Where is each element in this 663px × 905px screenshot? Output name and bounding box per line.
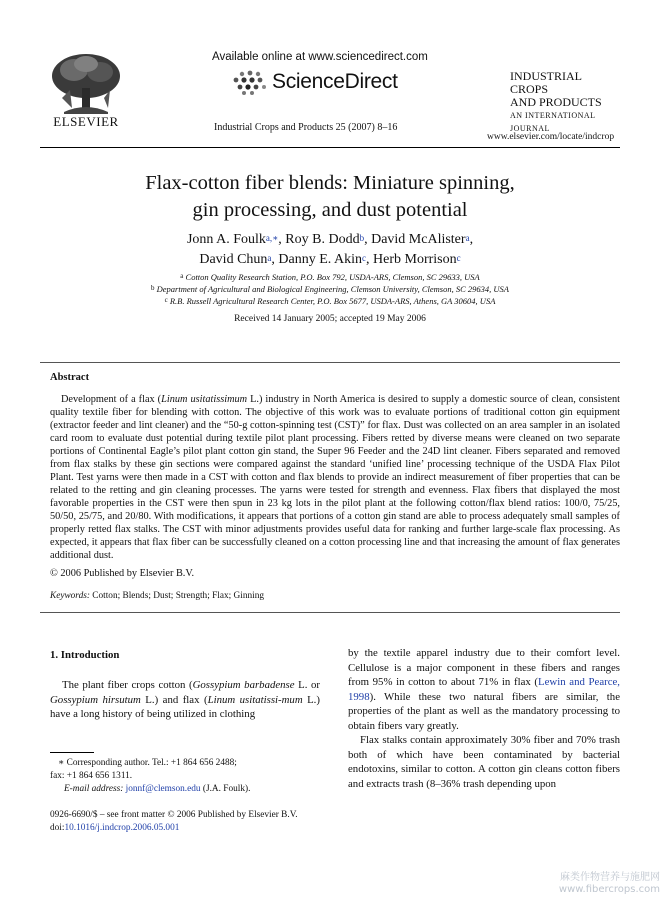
affiliation-item xyxy=(40,295,620,307)
abstract-top-divider xyxy=(40,362,620,363)
species-name: Linum usitatissi-mum xyxy=(207,693,303,706)
corresponding-author: ∗ Corresponding author. Tel.: +1 864 656 2488; xyxy=(58,758,237,768)
affiliation-text: Department of Agricultural and Biological Engineering, Clemson University, Clemson, SC 29634, USA xyxy=(156,284,509,294)
species-name: Gossypium barbadense xyxy=(192,679,295,691)
site-watermark xyxy=(470,872,660,896)
doi-link[interactable]: 10.1016/j.indcrop.2006.05.001 xyxy=(64,823,180,833)
journal-url[interactable]: www.elsevier.com/locate/indcrop xyxy=(487,132,615,142)
keywords-line xyxy=(50,591,264,601)
doi-line xyxy=(50,822,298,835)
author-sep: , xyxy=(271,252,279,267)
header-divider xyxy=(40,147,620,148)
footnote-rule xyxy=(50,752,94,753)
author-affil-mark[interactable]: a,∗ xyxy=(265,233,279,243)
publisher-name: ELSEVIER xyxy=(53,114,119,129)
body-text: L.) have a long history of being utilized in clothing xyxy=(50,693,320,720)
email-line xyxy=(50,783,320,796)
affiliation-item xyxy=(40,283,620,295)
sciencedirect-wordmark: ScienceDirect xyxy=(272,70,398,93)
email-link[interactable]: jonnf@clemson.edu xyxy=(125,784,201,794)
left-column-text xyxy=(50,678,320,722)
author-affil-mark[interactable]: c xyxy=(456,253,461,263)
journal-title-block xyxy=(510,70,620,135)
affiliation-mark: b xyxy=(151,284,155,292)
fax-line: fax: +1 864 656 1311. xyxy=(50,771,133,781)
title-line-1: Flax-cotton fiber blends: Miniature spinning, xyxy=(145,172,515,194)
issn-line: 0926-6690/$ – see front matter © 2006 Published by Elsevier B.V. xyxy=(50,810,298,820)
body-text: L.) and flax ( xyxy=(140,693,208,706)
author-sep: , xyxy=(278,232,286,247)
affiliation-text: Cotton Quality Research Station, P.O. Box 792, USDA-ARS, Clemson, SC 29633, USA xyxy=(185,272,480,282)
abstract-text: L.) industry in North America is desired to supply a domestic source of clean, consistent quality textile fiber for blending with cotton. The objective of this work was to evaluate portions of traditional cotton gin equipment (extractor feeder and lint cleaner) and the “50-g cotton-spinning test (CST)” for flax. Dust was collected on an area sampler in an isolated card room to evaluate dust potential during textile pilot plant processing. Fibers retted by diverse means were cleaned on two separate portions of Continental Eagle’s pilot plant cotton gin stand, the Super 96 Feeder and the 24D lint cleaner. Fibers separated and removed from flax stalks by these gin sections were compared against the standard ‘unified line’ processing technique of the USDA Flax Pilot Plant. Test yarns were then made in a CST with cotton and flax blends to provide an indirect measurement of fiber properties that can be related to the retting and gin cleaning processes. The yarns were tested for strength and evenness. Flax fibers that displayed the most favorable properties in the CST were then spun in 23 kg lots in the pilot plant at the following cotton/flax blend ratios: 100/0, 75/25, 50/50, 25/75, and 20/80. With modifications, it appears that portions of a cotton gin stand are able to process adequately small samples of properly retted flax stalks. The CST with minor adjustments provides useful data for ranking and further large-scale flax processing. As expected, it appears that flax fiber can be successfully cleaned on a cotton processing line and that increasing the amount of flax generates additional dust. xyxy=(50,394,620,561)
author-affil-mark[interactable]: a xyxy=(465,233,470,243)
citation-link[interactable]: Lewin and Pearce, 1998 xyxy=(348,676,620,703)
section-heading-introduction: 1. Introduction xyxy=(50,649,120,661)
author-affil-mark[interactable]: c xyxy=(362,253,367,263)
species-name: Gossypium hirsutum xyxy=(50,693,141,706)
author-sep: , xyxy=(366,252,374,267)
author-name: Roy B. Dodd xyxy=(285,232,360,247)
body-text: L. or xyxy=(294,679,320,691)
author-name: Jonn A. Foulk xyxy=(186,232,266,247)
keywords-label: Keywords: xyxy=(50,591,90,601)
abstract-copyright: © 2006 Published by Elsevier B.V. xyxy=(50,568,195,579)
species-name: Linum usitatissimum xyxy=(161,394,248,405)
available-online-text: Available online at www.sciencedirect.com xyxy=(212,51,428,63)
article-title xyxy=(40,170,620,224)
watermark-line-1: 麻类作物营养与施肥网 xyxy=(560,872,660,883)
author-name: Danny E. Akin xyxy=(278,252,363,267)
abstract-heading: Abstract xyxy=(50,372,90,383)
journal-title-line1: INDUSTRIAL CROPS xyxy=(510,69,582,96)
affiliations xyxy=(40,271,620,307)
watermark-line-2: www.fibercrops.com xyxy=(558,884,660,895)
abstract-text: Development of a flax ( xyxy=(61,394,162,405)
abstract-bottom-divider xyxy=(40,612,620,613)
body-text: ). While these two natural fibers are similar, the properties of the plant as well as the mandatory processing to obtain fibers vary greatly. xyxy=(348,690,620,732)
body-text: by the textile apparel industry due to their comfort level. Cellulose is a major component in these fibers and ranges from 95% in cotton to about 71% in flax ( xyxy=(348,647,620,688)
affiliation-mark: a xyxy=(180,272,184,280)
author-sep: , xyxy=(364,232,372,247)
author-affil-mark[interactable]: a xyxy=(267,253,272,263)
journal-title-line2: AND PRODUCTS xyxy=(510,95,602,109)
author-affil-mark[interactable]: b xyxy=(359,233,365,243)
right-column-text xyxy=(348,646,620,791)
sciencedirect-dots-icon xyxy=(230,70,270,96)
front-matter xyxy=(50,809,298,835)
title-line-2: gin processing, and dust potential xyxy=(192,199,468,221)
footnote xyxy=(50,757,320,796)
email-owner: (J.A. Foulk). xyxy=(200,784,251,794)
doi-label: doi: xyxy=(50,823,65,833)
affiliation-text: R.B. Russell Agricultural Research Center, P.O. Box 5677, USDA-ARS, Athens, GA 30604, USA xyxy=(169,296,496,306)
journal-citation: Industrial Crops and Products 25 (2007) 8–16 xyxy=(214,122,398,133)
affiliation-item xyxy=(40,271,620,283)
author-name: David Chun xyxy=(199,252,268,267)
body-text: The plant fiber crops cotton ( xyxy=(62,679,193,691)
author-list xyxy=(40,230,620,270)
body-paragraph: Flax stalks contain approximately 30% fiber and 70% trash both of which have been contaminated by bacterial endotoxins, similar to cotton. A cotton gin cleans cotton fibers and extracts trash (8–36% trash depending upon xyxy=(348,734,620,790)
author-sep: , xyxy=(469,232,474,247)
keywords-list: Cotton; Blends; Dust; Strength; Flax; Ginning xyxy=(89,591,265,601)
author-name: Herb Morrison xyxy=(373,252,457,267)
affiliation-mark: c xyxy=(164,296,168,304)
journal-subtitle: AN INTERNATIONAL JOURNAL xyxy=(510,111,596,133)
abstract-body xyxy=(50,393,620,562)
email-label: E-mail address: xyxy=(64,784,124,794)
author-name: David McAlister xyxy=(371,232,466,247)
received-dates: Received 14 January 2005; accepted 19 May 2006 xyxy=(234,314,426,324)
